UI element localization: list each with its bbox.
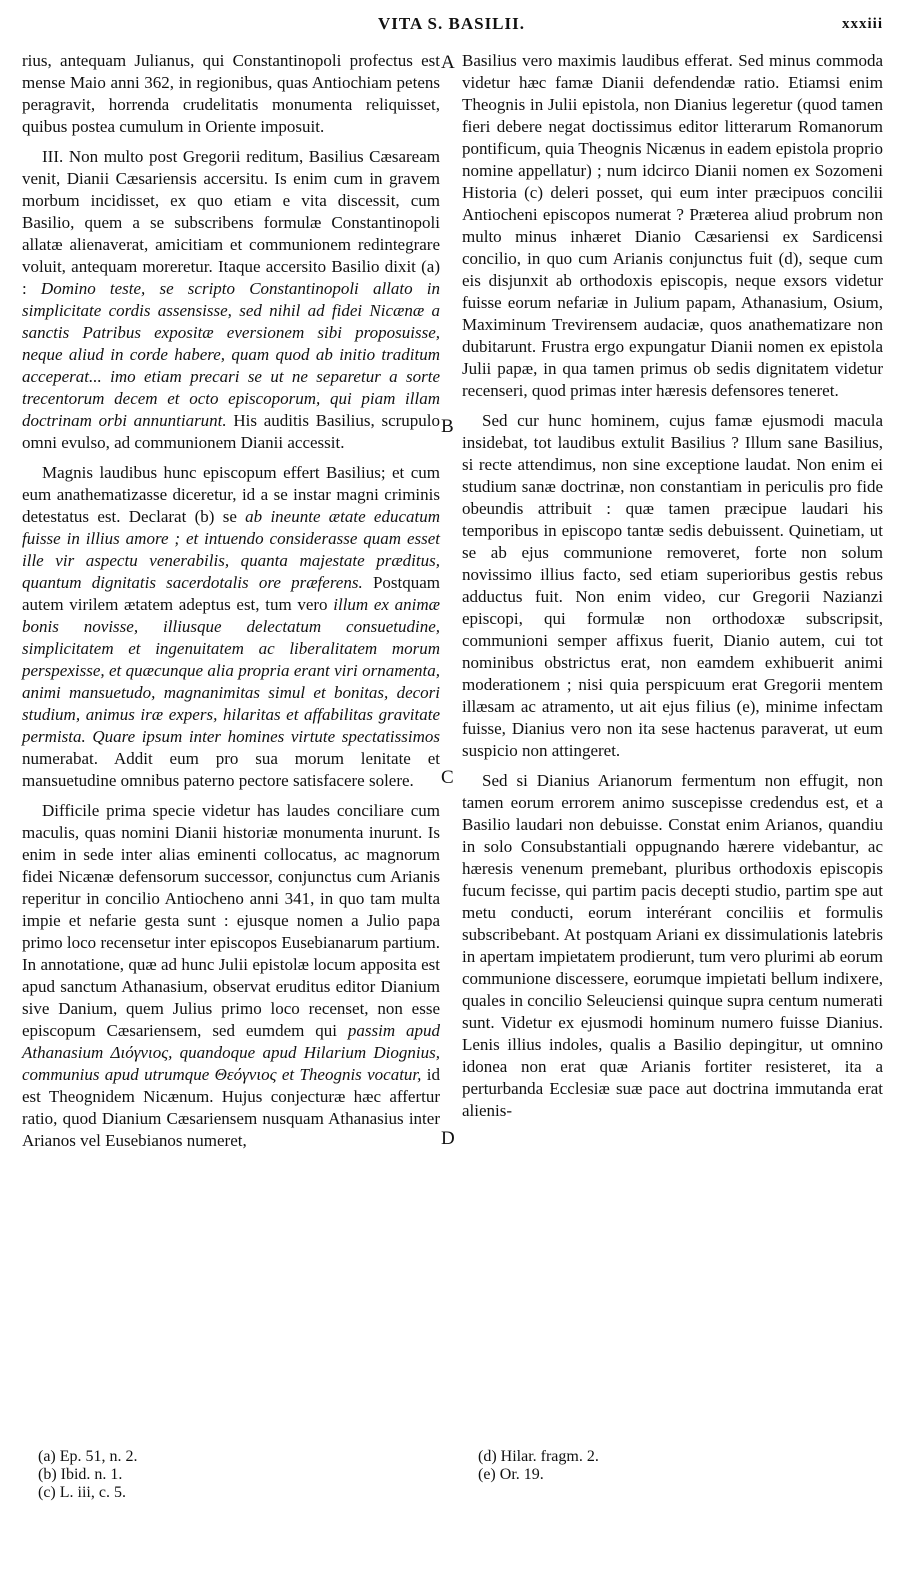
text-span: His auditis Basilius, scrupulo omni evulso, ad communionem Dianii accessit. (22, 411, 441, 452)
footnote: (d) Hilar. fragm. 2. (478, 1448, 599, 1465)
text-span: Difficile prima specie videtur has laudes conciliare cum maculis, quas nomini Dianii historiæ monumenta inurunt. Is enim in sede inter alias eminenti collocatus, ac magnorum fidei Nicænæ defensorum successor, conjunctus cum Arianis reperitur in concilio Antiocheno anni 341, in quo tam multa impie et nefarie gesta sunt : ejusque nomen a Julio papa primo loco recensetur inter episcopos Eusebianarum partium. In annotatione, quæ ad hunc Julii epistolæ locum apposita est apud sanctum Athanasium, observat eruditus editor Dianium sive Danium, quem Julius primo loco recenset, non esse episcopum Cæsariensem, sed eumdem qui (22, 801, 440, 1040)
margin-letter-b: B (441, 416, 454, 437)
footnote: (e) Or. 19. (478, 1466, 544, 1483)
footnote: (b) Ibid. n. 1. (38, 1466, 123, 1483)
quotation: illum ex animæ bonis novisse, illiusque delectatum consuetudine, simplicitatem et ingenuitatem ac liberalitatem morum perspexisse, et quæcunque alia propria erant viri ornamenta, animi mansuetudo, magnanimitas simul et bonitas, decori studium, animus iræ expers, hilaritas et affabilitas gravitate permista. Quare ipsum inter homines virtute spectatissimos (22, 595, 440, 746)
footnotes-right (478, 1448, 858, 1484)
footnotes-left (38, 1448, 418, 1502)
paragraph: Sed cur hunc hominem, cujus famæ ejusmodi macula insidebat, tot laudibus extulit Basilius ? Illum sane Basilius, si recte attendimus, non sine exceptione laudat. Non enim ei studium sanæ doctrinæ, non constantiam in periculis pro fide obeundis attribuit : quæ tamen præcipue laudari his temporibus in episcopo tantæ sedis debuissent. Quinetiam, ut se ab ejus communione removeret, forte non solum novissimo illius facto, sed etiam superioribus gestis rebus adductus fuit. Non enim video, cur Gregorii Nazianzi episcopi, qui formulæ non orthodoxæ subscripsit, communioni semper affixus fuerit, Dianio autem, cui tot nominibus obstrictus erat, non eamdem exhibuerit animi moderationem ; nisi quia perspicuum erat Gregorii mentem illæsam ac atramento, ut ait ejus filius (e), minime infectam fuisse, Dianius vero non ita sese hactenus paraverat, ut eum suspicio non attingeret. (462, 411, 883, 760)
text-span: Magnis laudibus hunc episcopum effert Basilius; et cum eum anathematizasse diceretur, id a se instar magni criminis detestatus est. Declarat (b) se (22, 463, 440, 526)
left-column (22, 50, 440, 1160)
text-span: id est Theognidem Nicænum. Hujus conjecturæ hæc affertur ratio, quod Dianium Cæsariensem nusquam Athanasius inter Arianos vel Eusebianos numeret, (22, 1065, 441, 1150)
right-column (462, 50, 883, 1130)
paragraph (22, 462, 440, 792)
paragraph (22, 146, 440, 454)
margin-letter-d: D (441, 1128, 455, 1149)
paragraph (22, 800, 440, 1152)
footnote: (c) L. iii, c. 5. (38, 1484, 126, 1501)
text-span: III. Non multo post Gregorii reditum, Basilius Cæsaream venit, Dianii Cæsariensis accersitu. Is enim cum in gravem morbum incidisset, ex quo etiam e vita discessit, cum Basilio, quem a se subscribens formulæ Constantinopoli allatæ alienaverat, amicitiam et communionem redintegrare voluit, antequam moreretur. Itaque accersito Basilio dixit (a) : (22, 147, 440, 298)
footnote: (a) Ep. 51, n. 2. (38, 1448, 138, 1465)
paragraph: Basilius vero maximis laudibus efferat. Sed minus commoda videtur hæc famæ Dianii defendendæ ratio. Etiamsi enim Theognis in Julii epistola, non Dianius legeretur (quod tamen fieri debere negat doctissimus editor litterarum Romanorum pontificum, quia Theognis Nicænus in eadem epistola proprio nomine appellatur) ; num idcirco Dianii nomen ex Sozomeni Historia (c) deleri posset, qui eum inter præcipuos concilii Antiocheni episcopos numerat ? Præterea aliud probrum non multo minus inhæret Dianio Cæsariensi ex Sardicensi concilio, in quo cum Arianis conjunctus fuit (d), seque cum eis disjunxit ab orthodoxis episcopis, neque exsors videtur fuisse eorum nefariæ in Julium papam, Athanasium, Osium, Maximinum Trevirensem audaciæ, quos anathematizare non dubitarunt. Frustra ergo expungatur Dianii nomen ex epistola Julii papæ, in qua tamen primus ob sedis dignitatem videtur recenseri, quod primas inter hæresis defensores teneret. (462, 51, 883, 400)
quotation: ab ineunte ætate educatum fuisse in illius amore ; et intuendo considerasse quam esset ille vir aspectu venerabilis, quanta majestate præditus, quantum dignitatis sacerdotalis ore præferens. (22, 507, 440, 592)
page-number: xxxiii (841, 16, 883, 32)
text-span: numerabat. Addit eum pro sua morum lenitate et mansuetudine omnibus paterno pectore satisfacere solere. (22, 749, 440, 790)
paragraph: rius, antequam Julianus, qui Constantinopoli profectus est mense Maio anni 362, in regionibus, quas Antiochiam petens peragravit, horrenda crudelitatis monumenta reliquisset, quibus postea cumulum in Oriente imposuit. (22, 51, 440, 136)
running-title: VITA S. BASILII. (377, 14, 526, 33)
quotation: passim apud Athanasium Διόγνιος, quandoque apud Hilarium Diognius, communius apud utrumque Θεόγνιος et Theognis vocatur, (22, 1021, 441, 1084)
margin-letter-c: C (441, 767, 454, 788)
text-span: Postquam autem virilem ætatem adeptus est, tum vero (22, 573, 441, 614)
paragraph: Sed si Dianius Arianorum fermentum non effugit, non tamen eorum errorem animo suscepisse credendus est, et a Basilio laudari non debuisse. Constat enim Arianos, quandiu in solo Consubstantiali oppugnando hærere videbantur, ac hæresis venenum premebant, pluribus orthodoxis episcopis fucum fecisse, qui partim pacis decepti studio, partim spe aut metu conducti, eorum interérant conciliis et formulis subscribebant. At postquam Ariani ex dissimulationis latebris in apertam impietatem prodierunt, tum vero plurimi ab eorum communione discessere, eorumque impietati bellum indixere, quales in concilio Seleuciensi quinque supra centum numerati sunt. Videtur ex ejusmodi hominum numero fuisse Dianius. Lenis illius indoles, qualis a Basilio depingitur, ut omnino idonea non erat quæ Arianis fortiter resisteret, ita a perturbanda Ecclesiæ suæ pace aut doctrina immutanda erat alienis- (462, 771, 883, 1120)
running-header (0, 14, 903, 38)
margin-letter-a: A (441, 52, 455, 73)
quotation: Domino teste, se scripto Constantinopoli allato in simplicitate cordis assensisse, sed nihil ad fidei Nicænæ a sanctis Patribus expositæ eversionem sibi proposuisse, neque aliud in corde habere, quam quod ab initio traditum acceperat... imo etiam precari se ut ne separetur a sorte trecentorum decem et octo episcoporum, qui piam illam doctrinam orbi annuntiarunt. (22, 279, 441, 430)
